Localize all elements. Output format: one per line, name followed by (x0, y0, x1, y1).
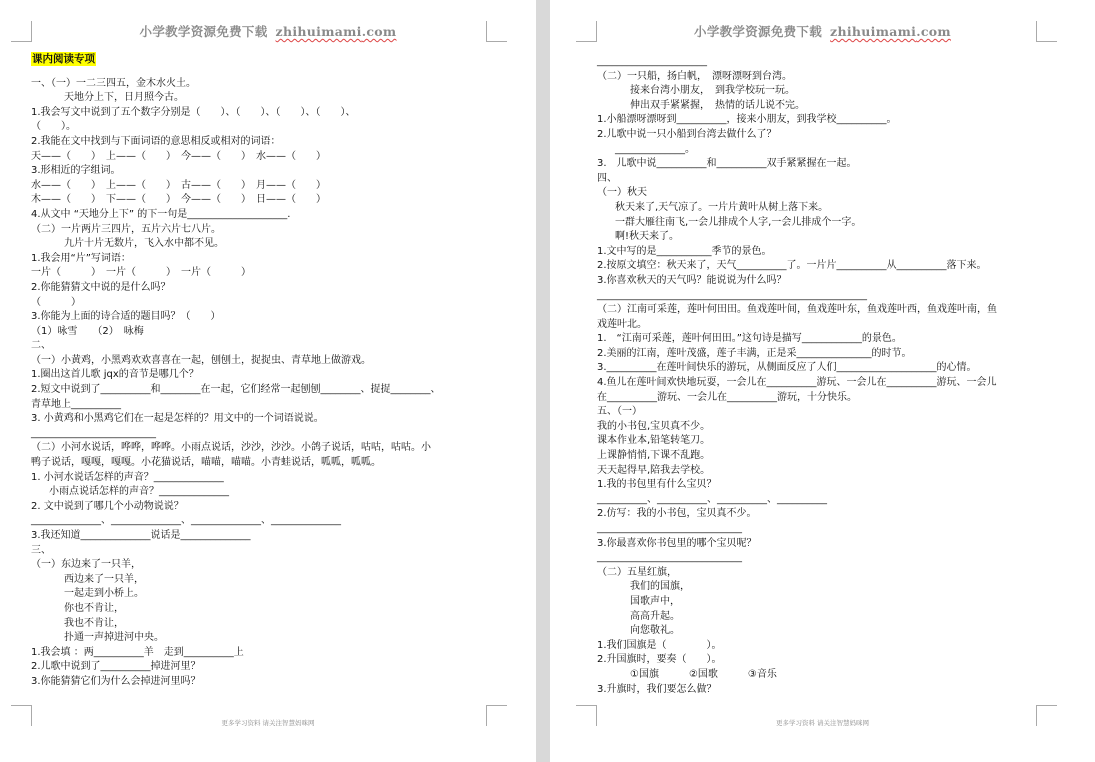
text-line: 我的小书包,宝贝真不少。 (597, 420, 711, 432)
answer-line: ______________、______________、______________、______________ (31, 515, 341, 527)
answer-line: ______________________________________________________ (597, 289, 867, 301)
text-line: 九片十片无数片，飞入水中都不见。 (64, 238, 224, 250)
question-line: 1. “江南可采莲，莲叶何田田。”这句诗是描写____________的景色。 (597, 333, 902, 345)
text-line: 接来台湾小朋友， 到我学校玩一玩。 (630, 85, 795, 97)
section-title: 课内阅读专项 (32, 53, 95, 65)
question-line: 1.文中写的是___________季节的景色。 (597, 245, 772, 257)
question-line: 2.仿写：我的小书包，宝贝真不少。 (597, 508, 757, 520)
question-line: 1.我的书包里有什么宝贝？ (597, 479, 717, 491)
text-line: 上课静悄悄,下课不乱跑。 (597, 450, 711, 462)
text-line: 一、（一）一二三四五，金木水火土。 (31, 77, 196, 89)
margin-corner-mark (576, 21, 597, 42)
section-heading: 五、（一） (597, 406, 642, 418)
margin-corner-mark (1036, 21, 1057, 42)
answer-line: ______________________ (597, 56, 707, 67)
text-line: （二）一片两片三四片，五片六片七八片。 (31, 223, 221, 235)
answer-line: ______________。 (615, 143, 695, 155)
text-line: 国歌声中， (630, 595, 680, 607)
question-line: 2. 文中说到了哪几个小动物说说？ (31, 500, 184, 512)
question-line: 在__________游玩、一会儿在__________游玩，十分快乐。 (597, 391, 857, 403)
text-line: 一起走到小桥上。 (64, 588, 144, 600)
question-line: 3.我还知道______________说话是______________ (31, 530, 251, 541)
text-line: （一）小黄鸡，小黑鸡欢欢喜喜在一起，刨刨土，捉捉虫、青草地上做游戏。 (31, 354, 371, 366)
text-line: 课本作业本,铅笔转笔刀。 (597, 435, 711, 447)
question-line: 2.升国旗时，要奏（ ）。 (597, 654, 722, 666)
text-line: （二）五星红旗， (597, 566, 677, 578)
text-line: 扑通一声掉进河中央。 (64, 632, 164, 644)
text-line: （二）江南可采莲，莲叶何田田。鱼戏莲叶间，鱼戏莲叶东，鱼戏莲叶西，鱼戏莲叶南，鱼 (597, 304, 997, 316)
question-line: 1.小船漂呀漂呀到__________，接来小朋友，到我学校__________。 (597, 114, 897, 126)
page-gutter (536, 0, 550, 762)
page-body (31, 52, 481, 690)
page-header (550, 22, 1095, 40)
text-line: 天地分上下，日月照今古。 (64, 92, 184, 104)
text-line: 天天起得早,陪我去学校。 (597, 464, 711, 476)
margin-corner-mark (11, 21, 32, 42)
page-header (0, 22, 536, 40)
section-heading: 二、 (31, 340, 51, 352)
question-line: 4.鱼儿在莲叶间欢快地玩耍，一会儿在__________游玩、一会儿在__________游玩、一会儿 (597, 377, 997, 389)
text-line: 我也不肯让， (64, 617, 124, 629)
header-site: zhihuimami.com (830, 24, 951, 39)
document-page-1 (0, 0, 536, 762)
text-line: 秋天来了,天气凉了。一片片黄叶从树上落下来。 (615, 201, 829, 213)
answer-line: 水——（ ） 上——（ ） 古——（ ） 月——（ ） (31, 179, 326, 191)
text-line: 你也不肯让， (64, 602, 124, 614)
text-line: 戏莲叶北。 (597, 318, 647, 330)
section-heading: 三、 (31, 544, 51, 556)
question-line: 青草地上__________ (31, 398, 121, 410)
answer-line: 一片（ ） 一片（ ） 一片（ ） (31, 267, 251, 279)
text-line: （一）秋天 (597, 187, 647, 199)
question-line: 4.从文中 “天地分上下” 的下一句是____________________. (31, 208, 291, 220)
question-line: 3.你喜欢秋天的天气吗？能说说为什么吗？ (597, 274, 787, 286)
text-line: 西边来了一只羊， (64, 573, 144, 585)
margin-corner-mark (486, 21, 507, 42)
question-line: 3.你能猜猜它们为什么会掉进河里吗？ (31, 675, 201, 687)
question-line: 3.__________在莲叶间快乐的游玩，从侧面反应了人们____________________的心情。 (597, 362, 977, 374)
question-line: 3. 儿歌中说__________和__________双手紧紧握在一起。 (597, 158, 857, 170)
question-line: 2.儿歌中说到了__________掉进河里？ (31, 661, 201, 673)
page-footer: 更多学习资料 请关注智慧妈咪网 (775, 719, 870, 727)
answer-line: _________________________ (31, 427, 156, 439)
question-line: 1.圈出这首儿歌 jqx的音节是哪几个？ (31, 369, 199, 381)
question-line: 1. 小河水说话怎样的声音？______________ (31, 471, 224, 483)
question-line: 3. 小黄鸡和小黑鸡它们在一起是怎样的？用文中的一个词语说说。 (31, 413, 324, 425)
question-line: 2.按原文填空：秋天来了，天气__________了。一片片__________从__________落下来。 (597, 260, 987, 272)
question-line: 1.我会填 ：两__________羊 走到__________上 (31, 646, 244, 658)
document-page-2 (550, 0, 1095, 762)
answer-line: 天——（ ） 上——（ ） 今——（ ） 水——（ ） (31, 150, 326, 162)
section-heading: 四、 (597, 172, 617, 184)
text-line: 我们的国旗， (630, 581, 690, 593)
question-line: 1.我会用“片”写词语： (31, 252, 131, 264)
question-line: 1.我会写文中说到了五个数字分别是（ ）、（ ）、（ ）、（ ）、 (31, 106, 356, 118)
question-line: 2.短文中说到了__________和________在一起，它们经常一起刨刨________、捉捉________、 (31, 384, 441, 396)
question-line: 2.美丽的江南，莲叶茂盛，莲子丰满，正是采_______________的时节。 (597, 347, 912, 359)
header-title: 小学教学资源免费下载 (694, 24, 823, 39)
text-line: （二）一只船，扬白帆， 漂呀漂呀到台湾。 (597, 70, 792, 82)
question-line: 3.形相近的字组词。 (31, 165, 121, 177)
text-line: 啊!秋天来了。 (615, 231, 680, 243)
answer-line: _____________________________ (597, 552, 742, 564)
question-line: （ ）。 (31, 121, 76, 133)
text-line: 一群大雁往南飞,一会儿排成个人字,一会儿排成个一字。 (615, 216, 862, 228)
question-line: 1.我们国旗是（ ）。 (597, 639, 722, 651)
text-line: 鸭子说话，嘎嘎，嘎嘎。小花猫说话，喵喵，喵喵。小青蛙说话，呱呱，呱呱。 (31, 457, 381, 469)
header-site: zhihuimami.com (275, 24, 397, 39)
question-line: 2.儿歌中说一只小船到台湾去做什么了？ (597, 128, 777, 140)
page-body (597, 55, 1047, 697)
text-line: （二）小河水说话，哗哗，哗哗。小雨点说话，沙沙，沙沙。小鸽子说话，咕咕，咕咕。小 (31, 442, 431, 454)
page-footer: 更多学习资料 请关注智慧妈咪网 (221, 719, 315, 727)
question-line: 小雨点说话怎样的声音？______________ (49, 486, 229, 498)
question-line: 3.升旗时，我们要怎么做？ (597, 683, 717, 695)
answer-line: _____________________________ (597, 523, 742, 534)
answer-line: （ ） (31, 296, 81, 308)
answer-options: ①国旗 ②国歌 ③音乐 (630, 668, 777, 680)
header-title: 小学教学资源免费下载 (139, 24, 268, 39)
answer-line: （1）咏雪 （2） 咏梅 (31, 325, 144, 337)
question-line: 2.你能猜猜文中说的是什么吗？ (31, 281, 171, 293)
text-line: 伸出双手紧紧握， 热情的话儿说不完。 (630, 99, 805, 111)
question-line: 3.你最喜欢你书包里的哪个宝贝呢？ (597, 537, 757, 549)
question-line: 2.我能在文中找到与下面词语的意思相反或相对的词语： (31, 135, 281, 147)
text-line: 向您敬礼。 (630, 625, 680, 637)
answer-line: 木——（ ） 下——（ ） 今——（ ） 日——（ ） (31, 194, 326, 206)
text-line: 高高升起。 (630, 610, 680, 622)
question-line: 3.你能为上面的诗合适的题目吗？（ ） (31, 311, 221, 323)
text-line: （一）东边来了一只羊， (31, 559, 141, 571)
answer-line: __________、__________、__________、__________ (597, 493, 827, 505)
